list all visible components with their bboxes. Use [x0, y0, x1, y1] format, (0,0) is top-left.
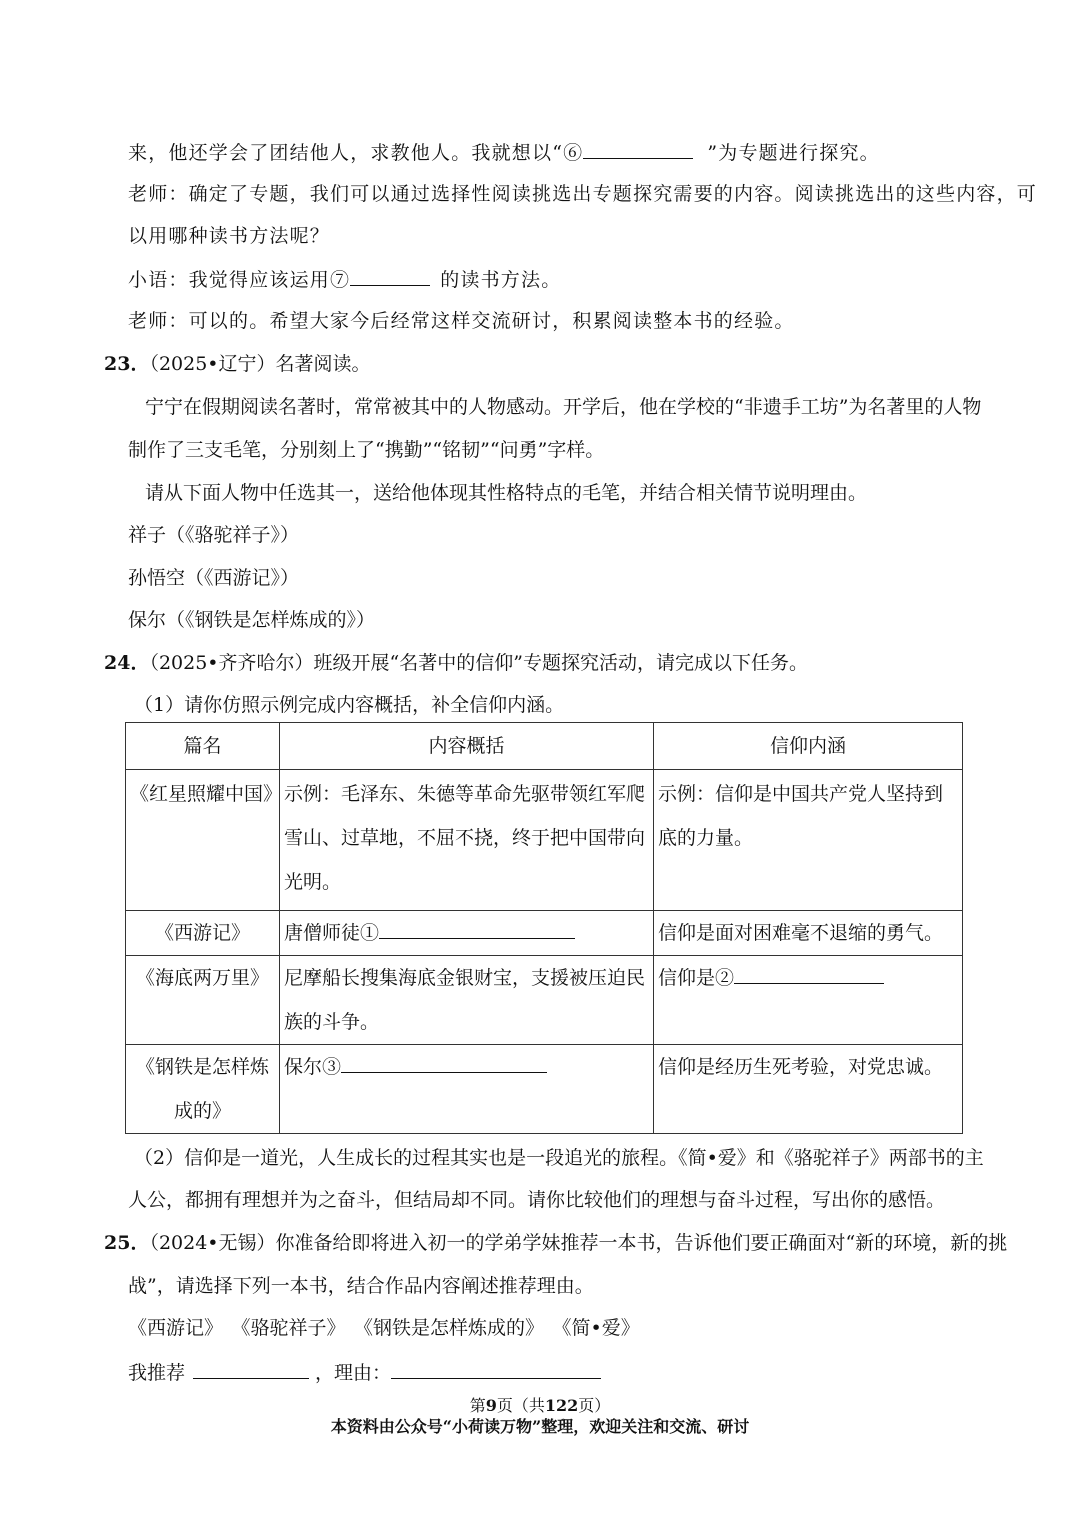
q23-paragraph-line-1: 宁宁在假期阅读名著时，常常被其中的人物感动。开学后，他在学校的“非遗手工坊”为名著里的人物 [145, 396, 982, 418]
page-number [0, 1395, 1080, 1417]
table-cell-title: 《海底两万里》 [126, 956, 280, 1045]
cell-text: 信仰是② [658, 967, 735, 989]
footer-note: 本资料由公众号“小荷读万物”整理，欢迎关注和交流、研讨 [330, 1417, 750, 1436]
q23-character-1: 祥子（《骆驼祥子》） [128, 524, 300, 546]
blank-6[interactable] [583, 138, 693, 159]
footer-page-total: 122 [544, 1396, 579, 1415]
q23-character-2: 孙悟空（《西游记》） [128, 567, 300, 589]
footer-text: 页） [578, 1396, 611, 1415]
table-row [126, 911, 963, 956]
question-24-header [104, 650, 808, 676]
blank-recommend[interactable] [193, 1358, 309, 1379]
footer-text: 第 [469, 1396, 486, 1415]
q25-line-2: 战”，请选择下列一本书，结合作品内容阐述推荐理由。 [128, 1275, 594, 1297]
table-cell-title: 《红星照耀中国》 [126, 770, 280, 911]
question-source: （2024•无锡）你准备给即将进入初一的学弟学妹推荐一本书，告诉他们要正确面对“新的环境，新的挑 [149, 1232, 1008, 1254]
q24-task-2-line-2: 人公，都拥有理想并为之奋斗，但结局却不同。请你比较他们的理想与奋斗过程，写出你的感悟。 [128, 1189, 946, 1211]
table-cell-faith [654, 956, 963, 1045]
q25-book-list [128, 1315, 640, 1341]
blank-reason[interactable] [391, 1358, 601, 1379]
dialog-text: 小语：我觉得应该运用⑦ [128, 269, 351, 291]
blank-7[interactable] [350, 265, 430, 286]
dialog-line-3: 以用哪种读书方法呢？ [128, 225, 331, 247]
dialog-text: 的读书方法。 [440, 269, 562, 291]
question-number: 25． [104, 1232, 150, 1254]
question-source: （2025•齐齐哈尔）班级开展“名著中的信仰”专题探究活动，请完成以下任务。 [149, 652, 808, 674]
table-cell-title: 《西游记》 [126, 911, 280, 956]
table-cell-title: 《钢铁是怎样炼成的》 [126, 1045, 280, 1134]
question-number: 23． [104, 353, 150, 375]
table-header: 内容概括 [280, 723, 654, 770]
q24-task-1: （1）请你仿照示例完成内容概括，补全信仰内涵。 [134, 694, 565, 716]
question-25-header [104, 1230, 1007, 1256]
question-source: （2025•辽宁）名著阅读。 [149, 353, 371, 375]
dialog-line-1 [128, 138, 880, 166]
table-header: 篇名 [126, 723, 280, 770]
book-option: 《钢铁是怎样炼成的》 [363, 1317, 545, 1339]
dialog-line-2: 老师：确定了专题，我们可以通过选择性阅读挑选出专题探究需要的内容。阅读挑选出的这些内容，可 [128, 183, 1038, 205]
table-cell-summary [280, 1045, 654, 1134]
table-row [126, 770, 963, 911]
book-option: 《骆驼祥子》 [241, 1317, 346, 1339]
table-cell-faith: 示例：信仰是中国共产党人坚持到底的力量。 [654, 770, 963, 911]
book-option: 《西游记》 [128, 1317, 224, 1339]
question-23-header [104, 351, 371, 377]
question-number: 24． [104, 652, 150, 674]
blank-3[interactable] [341, 1052, 547, 1073]
book-option: 《简•爱》 [562, 1317, 640, 1339]
q23-paragraph-line-2: 制作了三支毛笔，分别刻上了“携勤”“铭韧”“问勇”字样。 [128, 439, 605, 461]
blank-1[interactable] [379, 918, 575, 939]
reason-label: ，理由： [315, 1362, 392, 1384]
q25-answer-line [128, 1358, 601, 1386]
table-cell-summary: 尼摩船长搜集海底金银财宝，支援被压迫民族的斗争。 [280, 956, 654, 1045]
table-cell-faith: 信仰是面对困难毫不退缩的勇气。 [654, 911, 963, 956]
q24-task-2-line-1: （2）信仰是一道光，人生成长的过程其实也是一段追光的旅程。《简•爱》和《骆驼祥子》两部书的主 [134, 1147, 984, 1169]
cell-text: 保尔③ [284, 1056, 342, 1078]
recommend-label: 我推荐 [128, 1362, 186, 1384]
faith-table [125, 722, 963, 1134]
table-header: 信仰内涵 [654, 723, 963, 770]
footer-text: 页（共 [496, 1396, 545, 1415]
table-row [126, 956, 963, 1045]
table-cell-summary [280, 911, 654, 956]
blank-2[interactable] [734, 963, 884, 984]
cell-text: 唐僧师徒① [284, 922, 380, 944]
table-header-row [126, 723, 963, 770]
dialog-line-5: 老师：可以的。希望大家今后经常这样交流研讨，积累阅读整本书的经验。 [128, 310, 795, 332]
table-row [126, 1045, 963, 1134]
dialog-line-4 [128, 265, 561, 293]
dialog-text: ”为专题进行探究。 [707, 142, 880, 164]
table-cell-summary: 示例：毛泽东、朱德等革命先驱带领红军爬雪山、过草地，不屈不挠，终于把中国带向光明。 [280, 770, 654, 911]
table-cell-faith: 信仰是经历生死考验，对党忠诚。 [654, 1045, 963, 1134]
footer-page-current: 9 [485, 1396, 497, 1415]
q23-instruction: 请从下面人物中任选其一，送给他体现其性格特点的毛笔，并结合相关情节说明理由。 [145, 482, 868, 504]
dialog-text: 来，他还学会了团结他人，求教他人。我就想以“⑥ [128, 142, 584, 164]
q23-character-3: 保尔（《钢铁是怎样炼成的》） [128, 609, 376, 631]
